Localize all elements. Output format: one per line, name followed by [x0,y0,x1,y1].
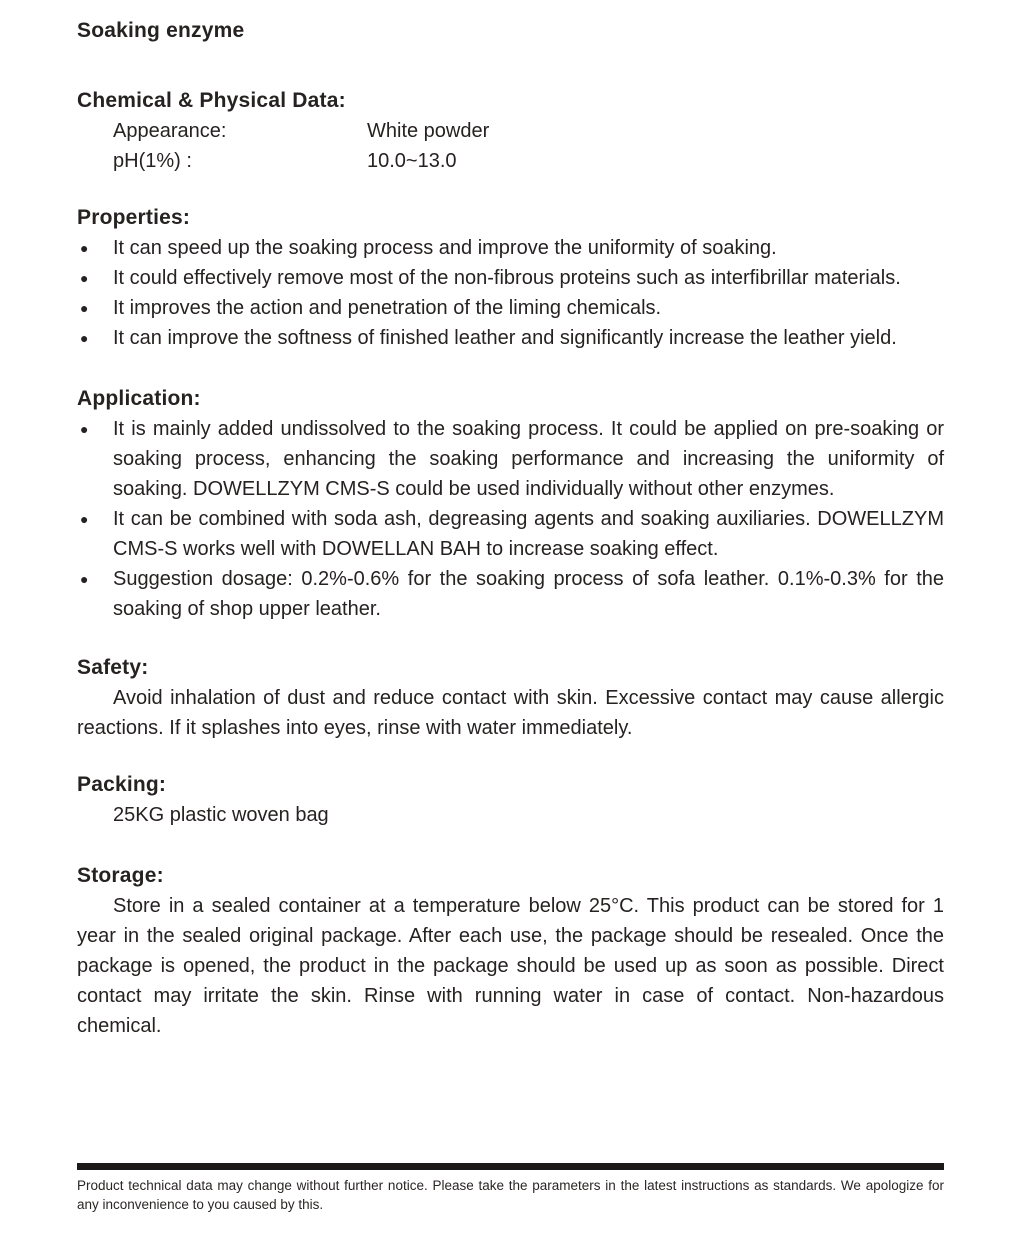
packing-heading: Packing: [77,773,167,796]
bullet-icon: ● [80,330,89,346]
appearance-value: White powder [367,120,490,142]
safety-heading: Safety: [77,656,149,679]
section-application [77,384,944,624]
properties-list [77,233,944,353]
section-safety [77,653,944,743]
list-item [77,263,944,293]
application-text: It can be combined with soda ash, degreasing agents and soaking auxiliaries. DOWELLZYM CMS-S works well with DOWELLAN BAH to increase soaking effect. [113,508,944,560]
list-item [77,233,944,263]
storage-heading: Storage: [77,864,164,887]
property-text: It can speed up the soaking process and improve the uniformity of soaking. [113,237,777,259]
application-heading: Application: [77,387,201,410]
list-item [77,504,944,564]
footer-disclaimer: Product technical data may change without further notice. Please take the parameters in the latest instructions as standards. We apologize for any inconvenience to you caused by this. [77,1178,944,1212]
property-text: It improves the action and penetration of the liming chemicals. [113,297,662,319]
list-item [77,323,944,353]
bullet-icon: ● [80,421,89,437]
application-text: Suggestion dosage: 0.2%-0.6% for the soaking process of sofa leather. 0.1%-0.3% for the soaking of shop upper leather. [113,568,944,620]
section-storage [77,861,944,1041]
property-text: It could effectively remove most of the non-fibrous proteins such as interfibrillar materials. [113,267,901,289]
safety-text: Avoid inhalation of dust and reduce contact with skin. Excessive contact may cause allergic reactions. If it splashes into eyes, rinse with water immediately. [77,687,944,739]
section-properties [77,203,944,353]
section-packing [77,770,944,830]
bullet-icon: ● [80,300,89,316]
data-row-appearance [77,116,944,146]
section-chemical-physical-data [77,86,944,176]
application-text: It is mainly added undissolved to the soaking process. It could be applied on pre-soaking or soaking process, enhancing the soaking performance and increasing the uniformity of soaking. DOWELLZYM CMS-S could be used individually without other enzymes. [113,418,944,500]
list-item [77,414,944,504]
list-item [77,564,944,624]
page-footer [77,1163,944,1214]
property-text: It can improve the softness of finished leather and significantly increase the leather yield. [113,327,897,349]
packing-text: 25KG plastic woven bag [113,804,329,826]
data-row-ph [77,146,944,176]
bullet-icon: ● [80,511,89,527]
footer-divider [77,1163,944,1170]
page-title: Soaking enzyme [77,19,245,42]
list-item [77,293,944,323]
ph-value: 10.0~13.0 [367,150,457,172]
bullet-icon: ● [80,571,89,587]
chemical-data-heading: Chemical & Physical Data: [77,89,346,112]
storage-text: Store in a sealed container at a temperature below 25°C. This product can be stored for 1 year in the sealed original package. After each use, the package should be resealed. Once the package is opened, the product in the package should be used up as soon as possible. Direct contact may irritate the skin. Rinse with running water in case of contact. Non-hazardous chemical. [77,895,944,1037]
ph-label: pH(1%) : [113,150,192,172]
bullet-icon: ● [80,240,89,256]
bullet-icon: ● [80,270,89,286]
properties-heading: Properties: [77,206,191,229]
application-list [77,414,944,624]
appearance-label: Appearance: [113,120,227,142]
